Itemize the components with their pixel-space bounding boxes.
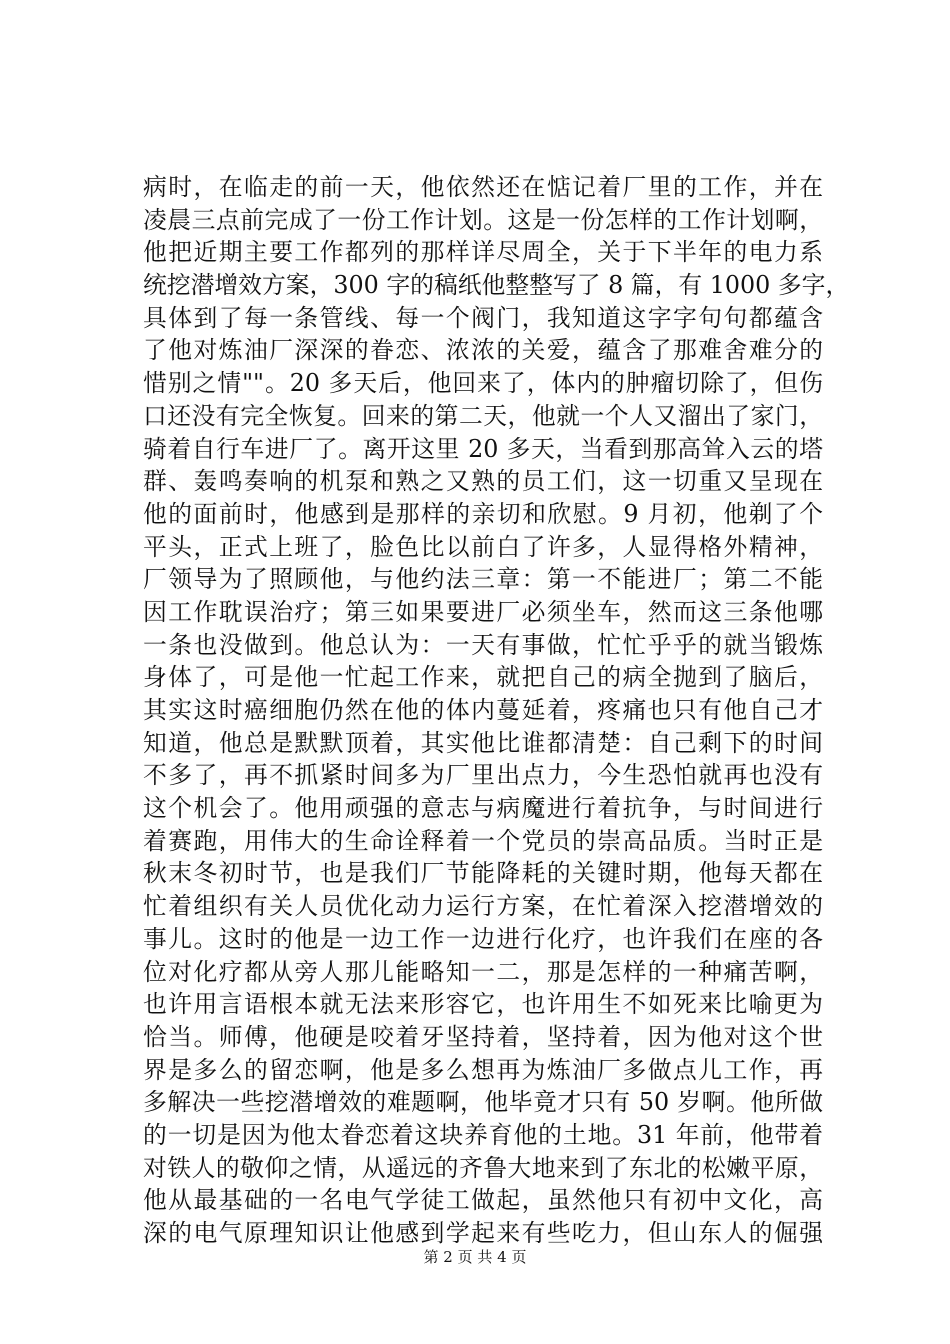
text-line: 一条也没做到。他总认为：一天有事做，忙忙乎乎的就当锻炼 bbox=[143, 630, 823, 659]
text-line: 身体了，可是他一忙起工作来，就把自己的病全抛到了脑后， bbox=[143, 663, 823, 692]
text-line: 也许用言语根本就无法来形容它，也许用生不如死来比喻更为 bbox=[143, 990, 823, 1019]
text-line: 他的面前时，他感到是那样的亲切和欣慰。9 月初，他剃了个 bbox=[143, 499, 823, 528]
text-line: 平头，正式上班了，脸色比以前白了许多，人显得格外精神， bbox=[143, 532, 823, 561]
text-line: 骑着自行车进厂了。离开这里 20 多天，当看到那高耸入云的塔 bbox=[143, 434, 823, 463]
text-line: 的一切是因为他太眷恋着这块养育他的土地。31 年前，他带着 bbox=[143, 1120, 823, 1149]
text-line: 秋末冬初时节，也是我们厂节能降耗的关键时期，他每天都在 bbox=[143, 859, 823, 888]
text-line: 统挖潜增效方案，300 字的稿纸他整整写了 8 篇，有 1000 多字， bbox=[143, 271, 850, 300]
text-line: 位对化疗都从旁人那儿能略知一二，那是怎样的一种痛苦啊， bbox=[143, 957, 823, 986]
text-line: 深的电气原理知识让他感到学起来有些吃力，但山东人的倔强 bbox=[143, 1219, 823, 1247]
text-line: 惜别之情""。20 多天后，他回来了，体内的肿瘤切除了，但伤 bbox=[143, 369, 823, 398]
text-line: 他从最基础的一名电气学徒工做起，虽然他只有初中文化，高 bbox=[143, 1186, 823, 1215]
text-line: 忙着组织有关人员优化动力运行方案，在忙着深入挖潜增效的 bbox=[143, 892, 823, 921]
text-line: 不多了，再不抓紧时间多为厂里出点力，今生恐怕就再也没有 bbox=[143, 761, 823, 790]
text-line: 他把近期主要工作都列的那样详尽周全，关于下半年的电力系 bbox=[143, 238, 823, 267]
text-line: 其实这时癌细胞仍然在他的体内蔓延着，疼痛也只有他自己才 bbox=[143, 696, 823, 724]
text-line: 群、轰鸣奏响的机泵和熟之又熟的员工们，这一切重又呈现在 bbox=[143, 467, 823, 496]
text-line: 知道，他总是默默顶着，其实他比谁都清楚：自己剩下的时间 bbox=[143, 728, 823, 757]
text-line: 厂领导为了照顾他，与他约法三章：第一不能进厂；第二不能 bbox=[143, 565, 823, 594]
text-line: 事儿。这时的他是一边工作一边进行化疗，也许我们在座的各 bbox=[143, 924, 823, 953]
page-number: 第 2 页 共 4 页 bbox=[423, 1248, 527, 1266]
text-line: 多解决一些挖潜增效的难题啊，他毕竟才只有 50 岁啊。他所做 bbox=[143, 1088, 823, 1117]
page-footer bbox=[0, 1247, 950, 1267]
text-line: 这个机会了。他用顽强的意志与病魔进行着抗争，与时间进行 bbox=[143, 794, 823, 823]
text-line: 口还没有完全恢复。回来的第二天，他就一个人又溜出了家门， bbox=[143, 401, 823, 430]
text-line: 恰当。师傅，他硬是咬着牙坚持着，坚持着，因为他对这个世 bbox=[143, 1022, 823, 1051]
text-line: 病时，在临走的前一天，他依然还在惦记着厂里的工作，并在 bbox=[143, 173, 823, 201]
body-text bbox=[143, 171, 850, 1250]
text-line: 着赛跑，用伟大的生命诠释着一个党员的崇高品质。当时正是 bbox=[143, 826, 823, 855]
text-line: 具体到了每一条管线、每一个阀门，我知道这字字句句都蕴含 bbox=[143, 303, 823, 332]
text-line: 因工作耽误治疗；第三如果要进厂必须坐车，然而这三条他哪 bbox=[143, 597, 823, 626]
text-line: 界是多么的留恋啊，他是多么想再为炼油厂多做点儿工作，再 bbox=[143, 1055, 823, 1084]
text-line: 了他对炼油厂深深的眷恋、浓浓的关爱，蕴含了那难舍难分的 bbox=[143, 336, 823, 365]
text-line: 对铁人的敬仰之情，从遥远的齐鲁大地来到了东北的松嫩平原， bbox=[143, 1153, 823, 1182]
text-line: 凌晨三点前完成了一份工作计划。这是一份怎样的工作计划啊， bbox=[143, 205, 823, 234]
